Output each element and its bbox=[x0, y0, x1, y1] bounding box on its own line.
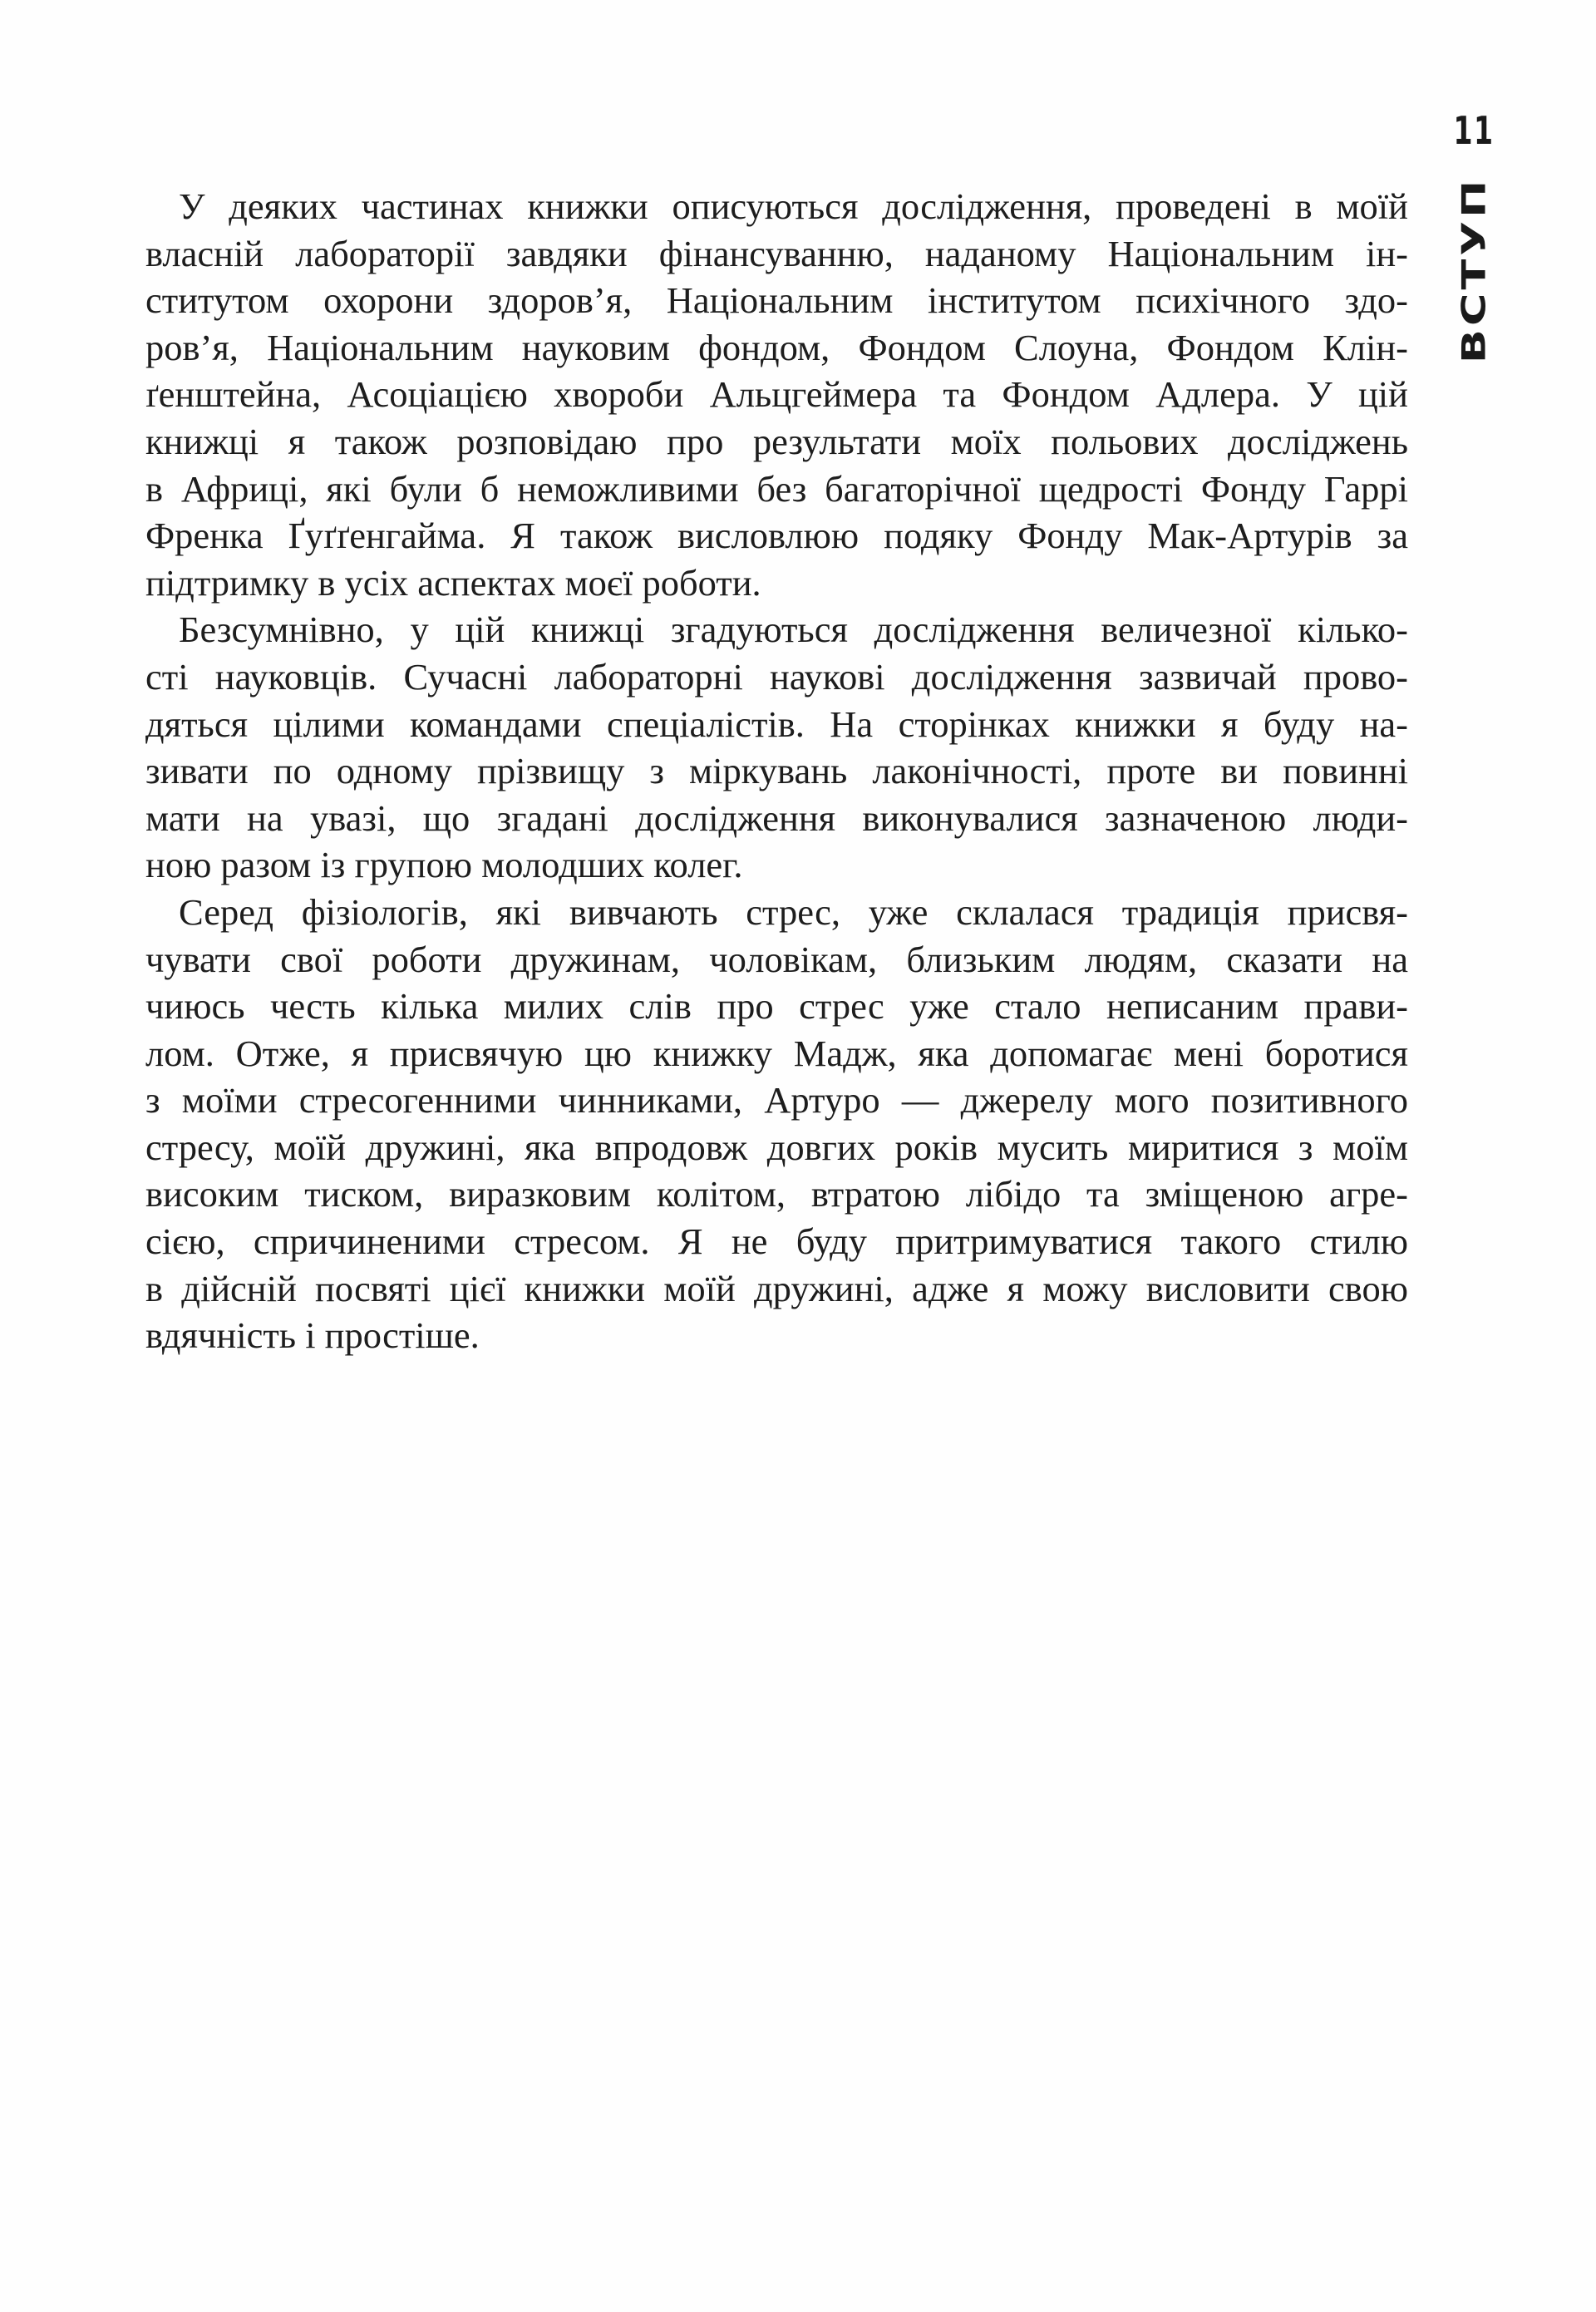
running-head bbox=[1448, 177, 1500, 363]
text-line: ґенштейна, Асоціацією хвороби Альцгеймера та Фондом Адлера. У цій bbox=[145, 373, 1408, 416]
page-number: 11 bbox=[1453, 108, 1495, 153]
text-line: Серед фізіологів, які вивчають стрес, уже склалася традиція присвя- bbox=[179, 890, 1408, 933]
text-line: ститутом охорони здоров’я, Національним інститутом психічного здо- bbox=[145, 279, 1408, 322]
text-line: чувати свої роботи дружинам, чоловікам, близьким людям, сказати на bbox=[145, 938, 1408, 980]
text-line: вдячність і простіше. bbox=[145, 1314, 480, 1357]
paragraph-researchers bbox=[145, 606, 1408, 889]
text-line: чиюсь честь кілька милих слів про стрес уже стало неписаним прави- bbox=[145, 985, 1408, 1028]
text-line: мати на увазі, що згадані дослідження виконувалися зазначеною люди- bbox=[145, 796, 1408, 839]
text-line: підтримку в усіх аспектах моєї роботи. bbox=[145, 561, 761, 604]
body-text bbox=[145, 183, 1408, 1359]
paragraph-funding bbox=[145, 183, 1408, 606]
text-line: стресу, моїй дружині, яка впродовж довгих років мусить миритися з моїм bbox=[145, 1126, 1408, 1168]
text-line: сті науковців. Сучасні лабораторні наукові дослідження зазвичай прово- bbox=[145, 655, 1408, 698]
text-line: в дійсній посвяті цієї книжки моїй дружині, адже я можу висловити свою bbox=[145, 1267, 1408, 1309]
text-line: ною разом із групою молодших колег. bbox=[145, 844, 743, 886]
text-line: власній лабораторії завдяки фінансуванню, наданому Національним ін- bbox=[145, 232, 1408, 274]
text-line: У деяких частинах книжки описуються дослідження, проведені в моїй bbox=[179, 185, 1408, 227]
running-head-label: ВСТУП bbox=[1455, 176, 1493, 364]
paragraph-dedication bbox=[145, 889, 1408, 1359]
text-line: Безсумнівно, у цій книжці згадуються дослідження величезної кілько- bbox=[179, 609, 1408, 651]
text-line: Френка Ґуґґенгайма. Я також висловлюю подяку Фонду Мак-Артурів за bbox=[145, 515, 1408, 557]
text-line: лом. Отже, я присвячую цю книжку Мадж, яка допомагає мені боротися bbox=[145, 1032, 1408, 1074]
text-line: дяться цілими командами спеціалістів. На сторінках книжки я буду на- bbox=[145, 702, 1408, 745]
text-line: ров’я, Національним науковим фондом, Фондом Слоуна, Фондом Клін- bbox=[145, 326, 1408, 368]
text-line: з моїми стресогенними чинниками, Артуро — джерелу мого позитивного bbox=[145, 1079, 1408, 1121]
text-line: в Африці, які були б неможливими без багаторічної щедрості Фонду Гаррі bbox=[145, 467, 1408, 510]
text-line: сією, спричиненими стресом. Я не буду притримуватися такого стилю bbox=[145, 1220, 1408, 1263]
text-line: книжці я також розповідаю про результати моїх польових досліджень bbox=[145, 420, 1408, 462]
text-line: зивати по одному прізвищу з міркувань лаконічності, проте ви повинні bbox=[145, 750, 1408, 792]
text-line: високим тиском, виразковим колітом, втратою лібідо та зміщеною агре- bbox=[145, 1173, 1408, 1215]
